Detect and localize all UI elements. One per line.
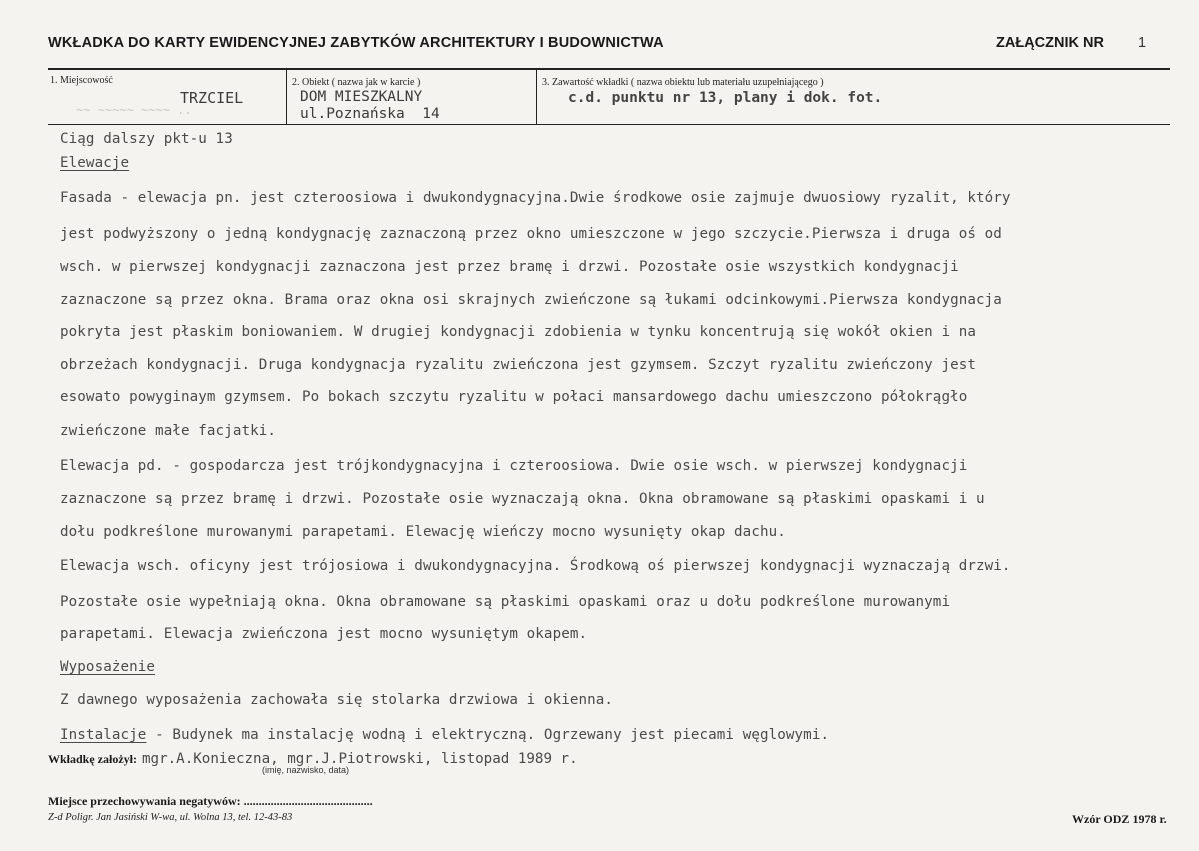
form-template-id: Wzór ODZ 1978 r. [1072, 812, 1167, 826]
prepared-by-note: (imię, nazwisko, data) [262, 765, 350, 775]
body-line: zwieńczone małe facjatki. [60, 423, 277, 439]
object-label: 2. Obiekt ( nazwa jak w karcie ) [292, 77, 421, 88]
contents-value: c.d. punktu nr 13, plany i dok. fot. [568, 90, 883, 106]
body-line: parapetami. Elewacja zwieńczona jest mocno wysuniętym okapem. [60, 626, 588, 642]
field-divider-2 [536, 69, 537, 125]
form-title: WKŁADKA DO KARTY EWIDENCYJNEJ ZABYTKÓW ARCHITEKTURY I BUDOWNICTWA [48, 35, 664, 51]
prepared-by-value: mgr.A.Konieczna, mgr.J.Piotrowski, listopad 1989 r. [142, 751, 578, 767]
body-line: jest podwyższony o jedną kondygnację zaznaczoną przez okno umieszczone w jego szczycie.Pierwsza i druga oś od [60, 226, 1002, 242]
object-value-line1: DOM MIESZKALNY [300, 89, 423, 105]
printer-imprint: Z-d Poligr. Jan Jasiński W-wa, ul. Wolna 13, tel. 12-43-83 [48, 812, 293, 823]
header-top-rule [48, 68, 1170, 70]
location-value: TRZCIEL [180, 89, 244, 107]
body-line: Elewacja pd. - gospodarcza jest trójkondygnacyjna i czteroosiowa. Dwie osie wsch. w pierwszej kondygnacji [60, 458, 968, 474]
body-line: Fasada - elewacja pn. jest czteroosiowa i dwukondygnacyjna.Dwie środkowe osie zajmuje dwuosiowy ryzalit, który [60, 190, 1011, 206]
body-line: zaznaczone są przez bramę i drzwi. Pozostałe osie wyznaczają okna. Okna obramowane są płaskimi opaskami i u [60, 491, 985, 507]
body-line: Pozostałe osie wypełniają okna. Okna obramowane są płaskimi opaskami oraz u dołu podkreślone murowanymi [60, 594, 951, 610]
field-divider-1 [286, 69, 287, 125]
body-line: Ciąg dalszy pkt-u 13 [60, 131, 233, 147]
annex-label: ZAŁĄCZNIK NR [996, 35, 1104, 51]
section-heading-installations: Instalacje [60, 727, 147, 743]
object-value-line2: ul.Poznańska 14 [300, 106, 440, 122]
body-line: Elewacja wsch. oficyny jest trójosiowa i dwukondygnacyjna. Środkową oś pierwszej kondygnacji wyznaczają drzwi. [60, 558, 1011, 574]
contents-label: 3. Zawartość wkładki ( nazwa obiektu lub materiału uzupełniającego ) [542, 77, 824, 88]
body-line: zaznaczone są przez okna. Brama oraz okna osi skrajnych zwieńczone są łukami odcinkowymi.Pierwsza kondygnacja [60, 292, 1002, 308]
body-line: wsch. w pierwszej kondygnacji zaznaczona jest przez bramę i drzwi. Pozostałe osie wszystkich kondygnacji [60, 259, 959, 275]
faint-stamp-mark: ~~ ~~~~~ ~~~~ .. [76, 103, 192, 117]
negatives-location-label: Miejsce przechowywania negatywów: ........................................... [48, 794, 373, 808]
annex-number: 1 [1138, 35, 1147, 51]
body-line: dołu podkreślone murowanymi parapetami. Elewację wieńczy mocno wysunięty okap dachu. [60, 524, 786, 540]
body-line: obrzeżach kondygnacji. Druga kondygnacja ryzalitu zwieńczona jest gzymsem. Szczyt ryzalitu zwieńczony jest [60, 357, 977, 373]
installations-line [60, 727, 829, 743]
location-label: 1. Miejscowość [50, 75, 113, 86]
prepared-by-label: Wkładkę założył: [48, 752, 137, 766]
header-bottom-rule [48, 124, 1170, 125]
body-line: Z dawnego wyposażenia zachowała się stolarka drzwiowa i okienna. [60, 692, 614, 708]
installations-text: - Budynek ma instalację wodną i elektryczną. Ogrzewany jest piecami węglowymi. [146, 727, 830, 743]
section-heading-elevations: Elewacje [60, 155, 130, 171]
section-heading-furnishings: Wyposażenie [60, 659, 156, 675]
body-line: pokryta jest płaskim boniowaniem. W drugiej kondygnacji zdobienia w tynku koncentrują się wokół okien i na [60, 324, 977, 340]
body-line: esowato powyginaym gzymsem. Po bokach szczytu ryzalitu w połaci mansardowego dachu umieszczono półokrągło [60, 389, 968, 405]
